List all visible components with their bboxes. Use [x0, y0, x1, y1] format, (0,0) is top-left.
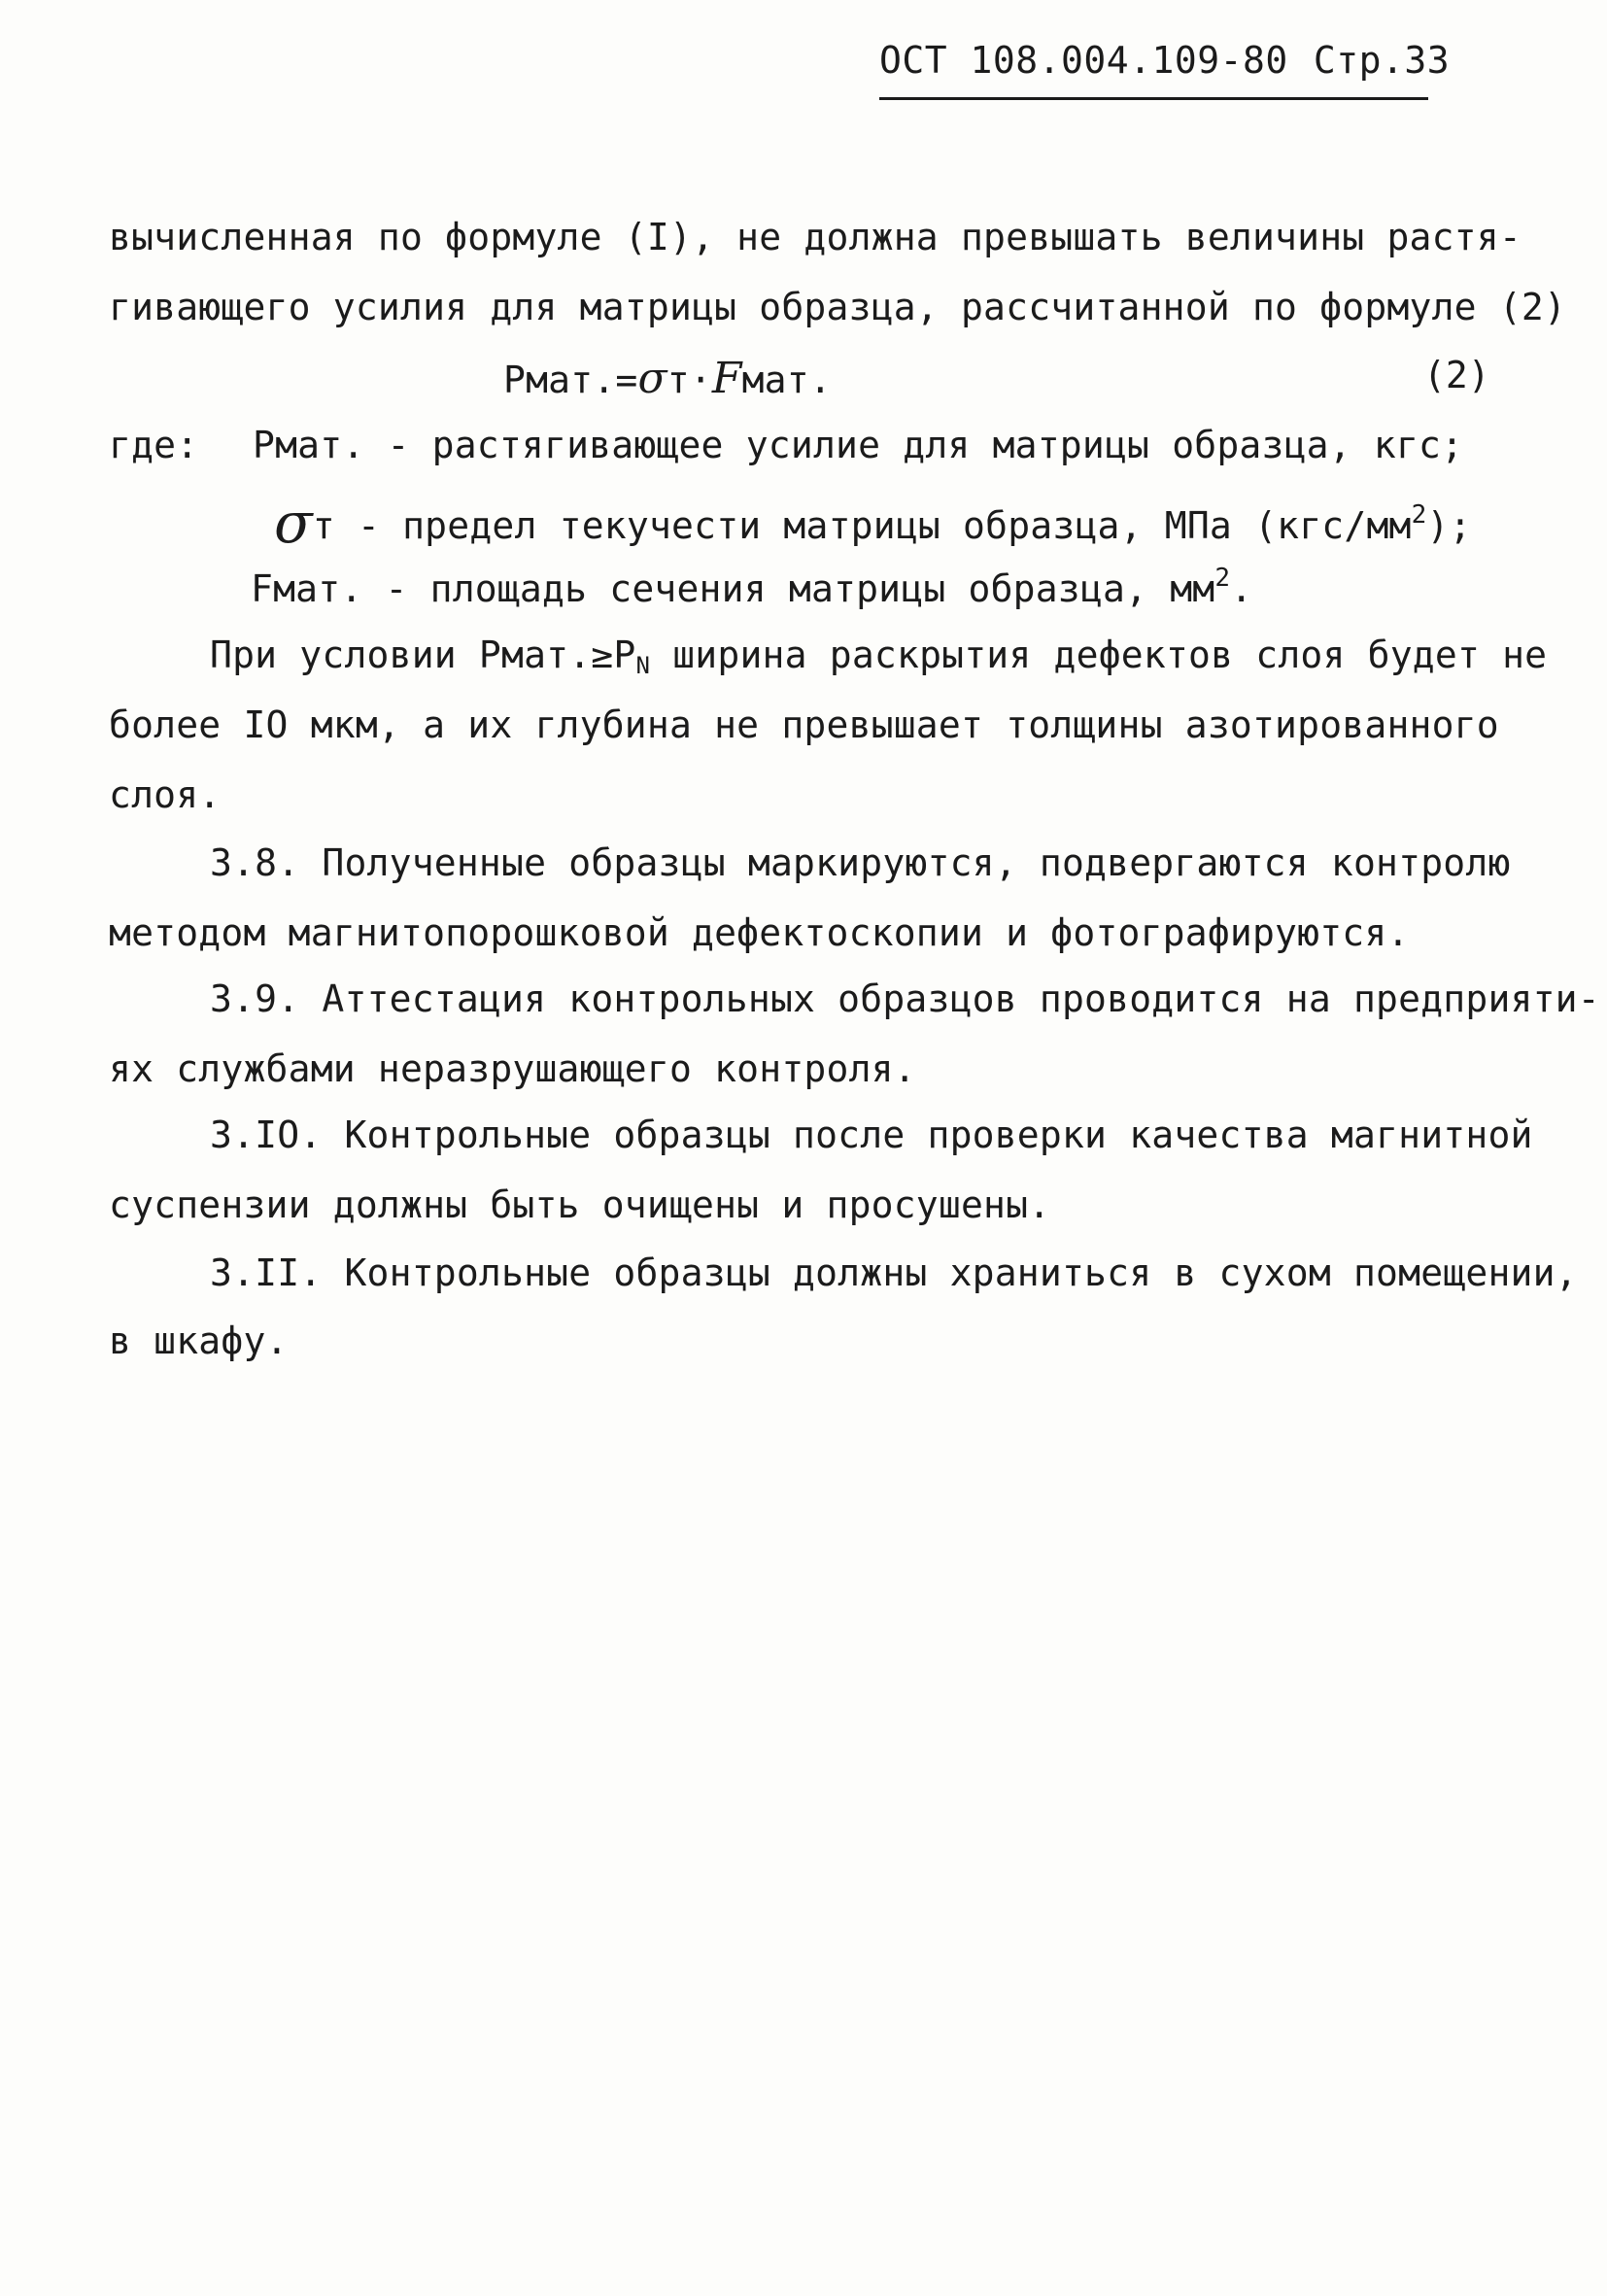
text-line: методом магнитопорошковой дефектоскопии и фотографируются.	[109, 911, 1410, 954]
text-line: слоя.	[109, 773, 222, 816]
definition-end: .	[1230, 567, 1253, 610]
subscript: N	[635, 652, 651, 679]
definition-line: Рмат. - растягивающее усилие для матрицы образца, кгс;	[253, 424, 1464, 466]
superscript: 2	[1214, 564, 1231, 593]
text-line: гивающего усилия для матрицы образца, рассчитанной по формуле (2)	[109, 286, 1567, 328]
sigma-symbol: σ	[274, 490, 313, 556]
document-code: ОСТ 108.004.109-80	[879, 39, 1288, 82]
definition-end: );	[1426, 504, 1472, 547]
superscript: 2	[1411, 500, 1427, 530]
text-line: вычисленная по формуле (I), не должна превышать величины растя-	[109, 216, 1522, 258]
paragraph-3-11: 3.II. Контрольные образцы должны храниться в сухом помещении,	[210, 1251, 1578, 1294]
definition-line	[274, 490, 1472, 556]
text-line: суспензии должны быть очищены и просушены.	[109, 1183, 1051, 1226]
text-line: более IO мкм, а их глубина не превышает толщины азотированного	[109, 703, 1499, 746]
text-line: в шкафу.	[109, 1319, 289, 1362]
paragraph-3-10: 3.IO. Контрольные образцы после проверки качества магнитной	[210, 1114, 1533, 1156]
page-header	[879, 39, 1451, 82]
formula-number: (2)	[1423, 354, 1490, 396]
formula-rhs: мат.	[741, 359, 832, 401]
formula	[503, 354, 832, 403]
where-label: где:	[109, 424, 199, 466]
definition-text: Fмат. - площадь сечения матрицы образца, мм	[251, 567, 1215, 610]
formula-mid: т·	[667, 359, 712, 401]
definition-line	[251, 564, 1252, 610]
text-line: ях службами неразрушающего контроля.	[109, 1047, 916, 1090]
sigma-symbol: σ	[637, 354, 667, 403]
paragraph-3-8: 3.8. Полученные образцы маркируются, подвергаются контролю	[210, 841, 1511, 884]
definition-text: т - предел текучести матрицы образца, МПа (кгс/мм	[312, 504, 1412, 547]
text-segment: ширина раскрытия дефектов слоя будет не	[650, 634, 1548, 676]
text-line	[210, 634, 1547, 679]
page-number: Стр.33	[1313, 39, 1451, 82]
formula-lhs: Рмат.=	[503, 359, 638, 401]
header-underline	[879, 97, 1428, 100]
f-symbol: F	[711, 354, 742, 403]
paragraph-3-9: 3.9. Аттестация контрольных образцов проводится на предприяти-	[210, 977, 1600, 1020]
text-segment: При условии Рмат.≥Р	[210, 634, 636, 676]
